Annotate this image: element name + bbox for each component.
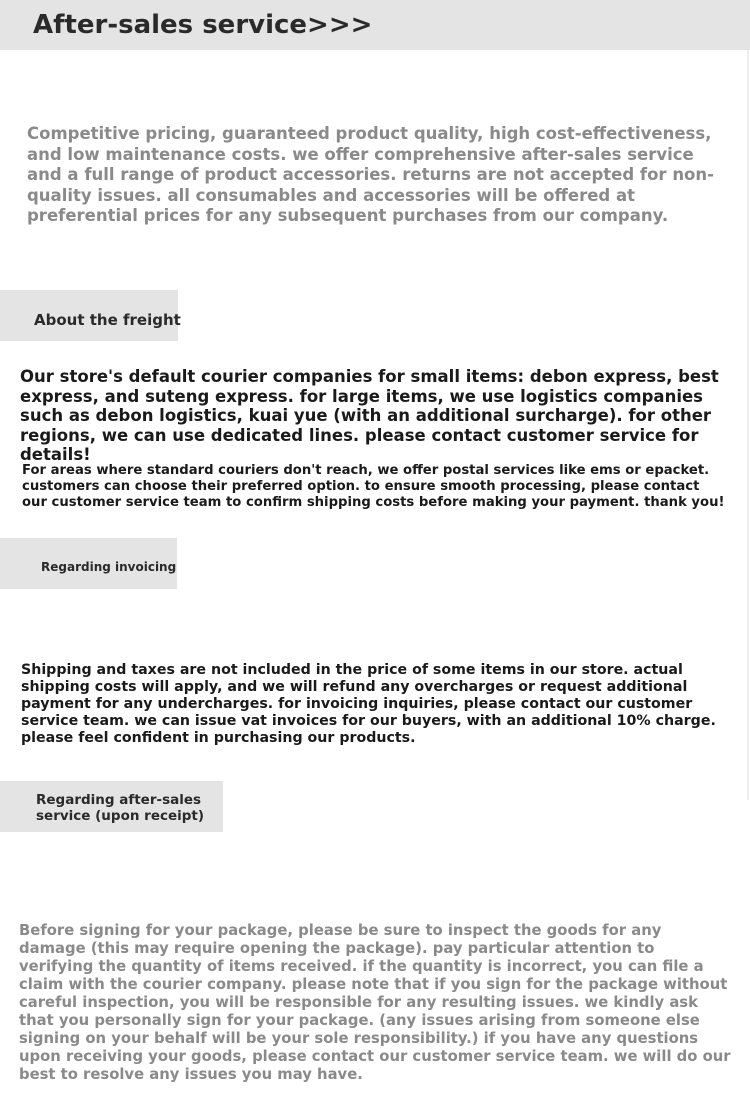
freight-paragraph-1: Our store's default courier companies for small items: debon express, best express, and suteng express. for large items, we use logistics companies such as debon logistics, kuai yue (with an additional surcharge). for other regions, we can use dedicated lines. please contact customer service for details! bbox=[20, 367, 719, 464]
tab-regarding-invoicing bbox=[0, 538, 177, 589]
intro-paragraph: Competitive pricing, guaranteed product quality, high cost-effectiveness, and low maintenance costs. we offer comprehensive after-sales service and a full range of product accessories. returns are not accepted for non-quality issues. all consumables and accessories will be offered at preferential prices for any subsequent purchases from our company. bbox=[27, 124, 714, 225]
page-title: After-sales service>>> bbox=[33, 10, 373, 40]
tab-regarding-after-sales bbox=[0, 781, 223, 832]
tab-regarding-invoicing-label: Regarding invoicing bbox=[41, 560, 177, 574]
after-sales-paragraph: Before signing for your package, please be sure to inspect the goods for any damage (this may require opening the package). pay particular attention to verifying the quantity of items received. if the quantity is incorrect, you can file a claim with the courier company. please note that if you sign for the package without careful inspection, you will be responsible for any resulting issues. we kindly ask that you personally sign for your package. (any issues arising from someone else signing on your behalf will be your sole responsibility.) if you have any questions upon receiving your goods, please contact our customer service team. we will do our best to resolve any issues you may have. bbox=[19, 922, 731, 1083]
tab-about-freight bbox=[0, 290, 181, 341]
right-divider bbox=[747, 50, 749, 800]
freight-paragraph-2: For areas where standard couriers don't reach, we offer postal services like ems or epacket. customers can choose their preferred option. to ensure smooth processing, please contact our customer service team to confirm shipping costs before making your payment. thank you! bbox=[22, 463, 725, 510]
tab-regarding-after-sales-label: Regarding after-sales service (upon receipt) bbox=[36, 792, 205, 824]
invoicing-paragraph: Shipping and taxes are not included in the price of some items in our store. actual shipping costs will apply, and we will refund any overcharges or request additional payment for any undercharges. for invoicing inquiries, please contact our customer service team. we can issue vat invoices for our buyers, with an additional 10% charge. please feel confident in purchasing our products. bbox=[21, 662, 716, 746]
tab-about-freight-label: About the freight bbox=[34, 311, 181, 329]
